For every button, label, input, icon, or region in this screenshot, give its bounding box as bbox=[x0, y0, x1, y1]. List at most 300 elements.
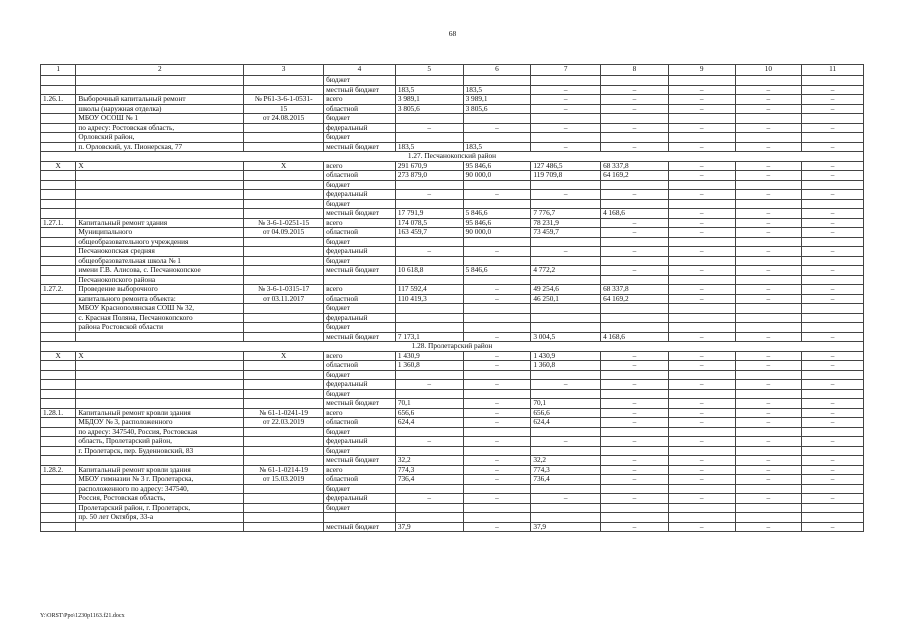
item-number bbox=[41, 85, 76, 95]
table-row bbox=[41, 95, 864, 105]
amount-cell: 64 169,2 bbox=[601, 171, 669, 181]
amount-cell: – bbox=[395, 247, 463, 257]
funding-source: областной bbox=[324, 475, 396, 485]
amount-cell: – bbox=[601, 247, 669, 257]
amount-cell bbox=[668, 323, 735, 333]
section-row bbox=[41, 152, 864, 162]
amount-cell: – bbox=[463, 456, 531, 466]
amount-cell bbox=[531, 323, 601, 333]
amount-cell bbox=[802, 389, 864, 399]
amount-cell: 273 879,0 bbox=[395, 171, 463, 181]
amount-cell: – bbox=[601, 437, 669, 447]
amount-cell bbox=[802, 199, 864, 209]
amount-cell bbox=[531, 256, 601, 266]
object-description: по адресу: 347540, Россия, Ростовская bbox=[76, 427, 244, 437]
amount-cell bbox=[395, 237, 463, 247]
table-row bbox=[41, 503, 864, 513]
document-number: от 03.11.2017 bbox=[244, 294, 324, 304]
funding-source: местный бюджет bbox=[324, 522, 396, 532]
amount-cell: 37,9 bbox=[531, 522, 601, 532]
table-row bbox=[41, 475, 864, 485]
object-description: Выборочный капитальный ремонт bbox=[76, 95, 244, 105]
amount-cell: – bbox=[735, 85, 802, 95]
amount-cell bbox=[395, 484, 463, 494]
amount-cell: – bbox=[601, 408, 669, 418]
section-row bbox=[41, 342, 864, 352]
funding-source: бюджет bbox=[324, 503, 396, 513]
amount-cell: – bbox=[802, 123, 864, 133]
amount-cell: – bbox=[531, 123, 601, 133]
amount-cell: – bbox=[802, 494, 864, 504]
amount-cell bbox=[531, 313, 601, 323]
column-header: 3 bbox=[244, 65, 324, 76]
amount-cell bbox=[601, 503, 669, 513]
item-number bbox=[41, 304, 76, 314]
funding-source: бюджет bbox=[324, 427, 396, 437]
table-row bbox=[41, 446, 864, 456]
amount-cell bbox=[395, 389, 463, 399]
amount-cell: 95 846,6 bbox=[463, 218, 531, 228]
item-number bbox=[41, 456, 76, 466]
amount-cell: – bbox=[802, 332, 864, 342]
object-description: п. Орловский, ул. Пионерская, 77 bbox=[76, 142, 244, 152]
amount-cell bbox=[395, 503, 463, 513]
amount-cell bbox=[601, 114, 669, 124]
amount-cell: – bbox=[735, 218, 802, 228]
amount-cell: – bbox=[735, 418, 802, 428]
object-description bbox=[76, 190, 244, 200]
amount-cell bbox=[531, 484, 601, 494]
document-number bbox=[244, 133, 324, 143]
document-number bbox=[244, 256, 324, 266]
table-row bbox=[41, 465, 864, 475]
item-number: 1.27.1. bbox=[41, 218, 76, 228]
amount-cell bbox=[395, 513, 463, 523]
funding-source: местный бюджет bbox=[324, 142, 396, 152]
object-description: Проведение выборочного bbox=[76, 285, 244, 295]
column-header: 2 bbox=[76, 65, 244, 76]
amount-cell: 4 772,2 bbox=[531, 266, 601, 276]
item-number bbox=[41, 323, 76, 333]
item-number bbox=[41, 266, 76, 276]
funding-source: областной bbox=[324, 361, 396, 371]
amount-cell bbox=[735, 199, 802, 209]
item-number: 1.26.1. bbox=[41, 95, 76, 105]
amount-cell: – bbox=[802, 522, 864, 532]
amount-cell: 4 168,6 bbox=[601, 209, 669, 219]
amount-cell: 4 168,6 bbox=[601, 332, 669, 342]
amount-cell bbox=[395, 370, 463, 380]
amount-cell: – bbox=[463, 294, 531, 304]
amount-cell: 68 337,8 bbox=[601, 285, 669, 295]
amount-cell bbox=[395, 427, 463, 437]
object-description bbox=[76, 209, 244, 219]
amount-cell: – bbox=[802, 190, 864, 200]
amount-cell: – bbox=[601, 104, 669, 114]
item-number bbox=[41, 142, 76, 152]
amount-cell: 70,1 bbox=[395, 399, 463, 409]
amount-cell: – bbox=[802, 104, 864, 114]
table-row bbox=[41, 332, 864, 342]
object-description: расположенного по адресу: 347540, bbox=[76, 484, 244, 494]
object-description: Х bbox=[76, 351, 244, 361]
amount-cell: 163 459,7 bbox=[395, 228, 463, 238]
amount-cell bbox=[395, 76, 463, 86]
table-row bbox=[41, 171, 864, 181]
item-number bbox=[41, 494, 76, 504]
document-number: 15 bbox=[244, 104, 324, 114]
amount-cell: 183,5 bbox=[463, 142, 531, 152]
amount-cell: – bbox=[802, 475, 864, 485]
amount-cell: 64 169,2 bbox=[601, 294, 669, 304]
amount-cell bbox=[463, 304, 531, 314]
amount-cell: – bbox=[668, 380, 735, 390]
amount-cell bbox=[463, 180, 531, 190]
amount-cell: – bbox=[802, 351, 864, 361]
document-number bbox=[244, 313, 324, 323]
table-row bbox=[41, 123, 864, 133]
object-description: имени Г.В. Алисова, с. Песчанокопское bbox=[76, 266, 244, 276]
amount-cell bbox=[668, 503, 735, 513]
amount-cell: – bbox=[735, 266, 802, 276]
amount-cell bbox=[463, 133, 531, 143]
funding-source: бюджет bbox=[324, 180, 396, 190]
amount-cell: – bbox=[668, 142, 735, 152]
document-number bbox=[244, 389, 324, 399]
document-number bbox=[244, 123, 324, 133]
document-number bbox=[244, 247, 324, 257]
table-row bbox=[41, 313, 864, 323]
funding-source: местный бюджет bbox=[324, 266, 396, 276]
amount-cell bbox=[735, 76, 802, 86]
amount-cell: – bbox=[802, 408, 864, 418]
funding-source: бюджет bbox=[324, 256, 396, 266]
amount-cell: – bbox=[601, 142, 669, 152]
amount-cell bbox=[668, 114, 735, 124]
funding-source: бюджет bbox=[324, 76, 396, 86]
amount-cell: – bbox=[802, 361, 864, 371]
object-description: Капитальный ремонт здания bbox=[76, 218, 244, 228]
amount-cell: 68 337,8 bbox=[601, 161, 669, 171]
amount-cell bbox=[802, 313, 864, 323]
object-description bbox=[76, 180, 244, 190]
amount-cell: – bbox=[601, 475, 669, 485]
table-row bbox=[41, 513, 864, 523]
document-number bbox=[244, 513, 324, 523]
amount-cell bbox=[668, 199, 735, 209]
amount-cell bbox=[395, 275, 463, 285]
amount-cell: – bbox=[531, 494, 601, 504]
column-header: 5 bbox=[395, 65, 463, 76]
table-row bbox=[41, 484, 864, 494]
amount-cell: – bbox=[463, 408, 531, 418]
amount-cell bbox=[601, 427, 669, 437]
funding-source: областной bbox=[324, 171, 396, 181]
amount-cell: – bbox=[463, 247, 531, 257]
funding-source: всего bbox=[324, 408, 396, 418]
amount-cell: 774,3 bbox=[531, 465, 601, 475]
funding-source: местный бюджет bbox=[324, 399, 396, 409]
funding-source: федеральный bbox=[324, 494, 396, 504]
amount-cell: – bbox=[802, 171, 864, 181]
item-number: 1.27.2. bbox=[41, 285, 76, 295]
amount-cell bbox=[531, 237, 601, 247]
amount-cell: – bbox=[802, 456, 864, 466]
funding-source: всего bbox=[324, 218, 396, 228]
object-description bbox=[76, 332, 244, 342]
funding-source: областной bbox=[324, 104, 396, 114]
object-description bbox=[76, 380, 244, 390]
amount-cell: – bbox=[601, 218, 669, 228]
amount-cell: – bbox=[802, 465, 864, 475]
item-number: 1.28.1. bbox=[41, 408, 76, 418]
amount-cell: – bbox=[735, 285, 802, 295]
amount-cell bbox=[395, 323, 463, 333]
amount-cell bbox=[668, 313, 735, 323]
table-row bbox=[41, 190, 864, 200]
amount-cell: – bbox=[601, 266, 669, 276]
amount-cell bbox=[735, 446, 802, 456]
object-description: Орловский район, bbox=[76, 133, 244, 143]
amount-cell bbox=[601, 313, 669, 323]
document-number bbox=[244, 142, 324, 152]
document-number bbox=[244, 323, 324, 333]
amount-cell: 117 592,4 bbox=[395, 285, 463, 295]
amount-cell: – bbox=[735, 522, 802, 532]
item-number bbox=[41, 247, 76, 257]
amount-cell bbox=[735, 237, 802, 247]
object-description bbox=[76, 171, 244, 181]
object-description bbox=[76, 370, 244, 380]
amount-cell bbox=[601, 323, 669, 333]
amount-cell bbox=[531, 275, 601, 285]
funding-source bbox=[324, 513, 396, 523]
funding-source: федеральный bbox=[324, 437, 396, 447]
item-number bbox=[41, 171, 76, 181]
table-row bbox=[41, 494, 864, 504]
amount-cell: – bbox=[601, 351, 669, 361]
amount-cell: – bbox=[735, 142, 802, 152]
amount-cell: 127 486,5 bbox=[531, 161, 601, 171]
amount-cell: 736,4 bbox=[531, 475, 601, 485]
funding-source: областной bbox=[324, 228, 396, 238]
amount-cell bbox=[463, 503, 531, 513]
amount-cell bbox=[802, 323, 864, 333]
amount-cell bbox=[735, 323, 802, 333]
item-number bbox=[41, 199, 76, 209]
amount-cell: – bbox=[531, 190, 601, 200]
amount-cell: – bbox=[668, 332, 735, 342]
amount-cell: – bbox=[668, 228, 735, 238]
document-number bbox=[244, 332, 324, 342]
table-row bbox=[41, 142, 864, 152]
funding-source: местный бюджет bbox=[324, 85, 396, 95]
document-number bbox=[244, 370, 324, 380]
amount-cell: – bbox=[735, 95, 802, 105]
table-row bbox=[41, 180, 864, 190]
amount-cell bbox=[802, 256, 864, 266]
amount-cell: – bbox=[463, 437, 531, 447]
amount-cell: – bbox=[601, 85, 669, 95]
item-number bbox=[41, 332, 76, 342]
amount-cell: 3 989,1 bbox=[395, 95, 463, 105]
table-row bbox=[41, 161, 864, 171]
amount-cell: 736,4 bbox=[395, 475, 463, 485]
item-number bbox=[41, 76, 76, 86]
amount-cell: – bbox=[601, 361, 669, 371]
funding-source: всего bbox=[324, 285, 396, 295]
amount-cell bbox=[601, 370, 669, 380]
document-number: № 3-6-1-0315-17 bbox=[244, 285, 324, 295]
amount-cell: – bbox=[668, 95, 735, 105]
amount-cell: – bbox=[463, 465, 531, 475]
amount-cell bbox=[668, 275, 735, 285]
item-number bbox=[41, 418, 76, 428]
column-header: 1 bbox=[41, 65, 76, 76]
amount-cell: – bbox=[735, 456, 802, 466]
amount-cell bbox=[531, 180, 601, 190]
amount-cell bbox=[463, 256, 531, 266]
document-number bbox=[244, 190, 324, 200]
amount-cell bbox=[802, 275, 864, 285]
table-row bbox=[41, 266, 864, 276]
funding-source: бюджет bbox=[324, 370, 396, 380]
document-number bbox=[244, 275, 324, 285]
table-row bbox=[41, 361, 864, 371]
item-number bbox=[41, 209, 76, 219]
amount-cell: 174 078,5 bbox=[395, 218, 463, 228]
amount-cell bbox=[668, 76, 735, 86]
amount-cell: 7 173,1 bbox=[395, 332, 463, 342]
item-number bbox=[41, 427, 76, 437]
funding-source: бюджет bbox=[324, 114, 396, 124]
object-description: по адресу: Ростовская область, bbox=[76, 123, 244, 133]
amount-cell: 624,4 bbox=[531, 418, 601, 428]
document-number bbox=[244, 446, 324, 456]
amount-cell: 10 618,8 bbox=[395, 266, 463, 276]
amount-cell: – bbox=[668, 247, 735, 257]
amount-cell: – bbox=[735, 294, 802, 304]
table-row bbox=[41, 323, 864, 333]
amount-cell: 3 805,6 bbox=[395, 104, 463, 114]
amount-cell bbox=[668, 370, 735, 380]
amount-cell: – bbox=[668, 190, 735, 200]
table-row bbox=[41, 294, 864, 304]
amount-cell: – bbox=[668, 161, 735, 171]
amount-cell bbox=[802, 304, 864, 314]
table-row bbox=[41, 389, 864, 399]
amount-cell bbox=[735, 513, 802, 523]
funding-source: всего bbox=[324, 465, 396, 475]
amount-cell bbox=[735, 256, 802, 266]
amount-cell: – bbox=[735, 171, 802, 181]
amount-cell bbox=[531, 427, 601, 437]
object-description: Капитальный ремонт кровли здания bbox=[76, 465, 244, 475]
amount-cell bbox=[463, 76, 531, 86]
amount-cell: – bbox=[668, 522, 735, 532]
document-number bbox=[244, 171, 324, 181]
object-description: МБОУ Краснополянская СОШ № 32, bbox=[76, 304, 244, 314]
amount-cell: – bbox=[463, 475, 531, 485]
document-number bbox=[244, 503, 324, 513]
item-number bbox=[41, 275, 76, 285]
column-header: 11 bbox=[802, 65, 864, 76]
item-number: 1.28.2. bbox=[41, 465, 76, 475]
amount-cell bbox=[463, 323, 531, 333]
amount-cell: 3 805,6 bbox=[463, 104, 531, 114]
amount-cell bbox=[668, 389, 735, 399]
object-description: Песчанокопская средняя bbox=[76, 247, 244, 257]
item-number bbox=[41, 389, 76, 399]
amount-cell: – bbox=[395, 190, 463, 200]
document-number bbox=[244, 76, 324, 86]
funding-source: бюджет bbox=[324, 133, 396, 143]
amount-cell bbox=[735, 114, 802, 124]
amount-cell: 624,4 bbox=[395, 418, 463, 428]
amount-cell: – bbox=[802, 85, 864, 95]
amount-cell: 183,5 bbox=[395, 85, 463, 95]
amount-cell bbox=[463, 275, 531, 285]
amount-cell: – bbox=[735, 351, 802, 361]
funding-source: бюджет bbox=[324, 199, 396, 209]
document-number: № Р61-3-6-1-0531- bbox=[244, 95, 324, 105]
amount-cell: – bbox=[601, 228, 669, 238]
object-description bbox=[76, 389, 244, 399]
table-row bbox=[41, 133, 864, 143]
item-number bbox=[41, 380, 76, 390]
amount-cell: – bbox=[395, 380, 463, 390]
table-row bbox=[41, 76, 864, 86]
document-number: № 3-6-1-0251-15 bbox=[244, 218, 324, 228]
page-number: 68 bbox=[448, 29, 457, 38]
document-number bbox=[244, 266, 324, 276]
amount-cell bbox=[601, 133, 669, 143]
item-number bbox=[41, 313, 76, 323]
amount-cell bbox=[531, 114, 601, 124]
amount-cell bbox=[463, 427, 531, 437]
amount-cell: – bbox=[463, 522, 531, 532]
amount-cell bbox=[463, 389, 531, 399]
amount-cell: – bbox=[601, 418, 669, 428]
funding-source: бюджет bbox=[324, 446, 396, 456]
amount-cell: – bbox=[601, 95, 669, 105]
amount-cell: – bbox=[668, 361, 735, 371]
table-row bbox=[41, 247, 864, 257]
amount-cell bbox=[395, 304, 463, 314]
amount-cell bbox=[601, 446, 669, 456]
amount-cell bbox=[601, 484, 669, 494]
amount-cell: – bbox=[601, 123, 669, 133]
amount-cell bbox=[668, 237, 735, 247]
amount-cell: – bbox=[531, 85, 601, 95]
item-number bbox=[41, 190, 76, 200]
amount-cell bbox=[802, 370, 864, 380]
amount-cell: 3 989,1 bbox=[463, 95, 531, 105]
amount-cell bbox=[601, 256, 669, 266]
funding-source: местный бюджет bbox=[324, 456, 396, 466]
amount-cell: – bbox=[668, 171, 735, 181]
amount-cell: 774,3 bbox=[395, 465, 463, 475]
amount-cell: – bbox=[802, 161, 864, 171]
amount-cell bbox=[668, 446, 735, 456]
amount-cell bbox=[395, 114, 463, 124]
section-title: 1.27. Песчанокопский район bbox=[41, 152, 864, 162]
item-number bbox=[41, 446, 76, 456]
column-header: 10 bbox=[735, 65, 802, 76]
object-description: пр. 50 лет Октября, 33-а bbox=[76, 513, 244, 523]
amount-cell: – bbox=[668, 456, 735, 466]
item-number bbox=[41, 484, 76, 494]
